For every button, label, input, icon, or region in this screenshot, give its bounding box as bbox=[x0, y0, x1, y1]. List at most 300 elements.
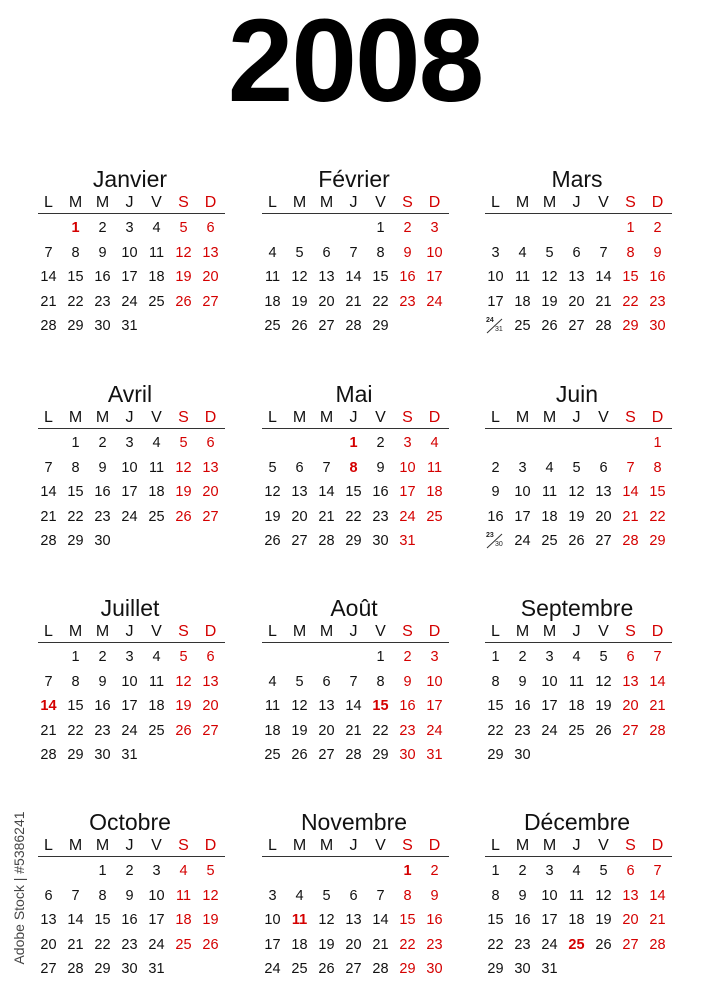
day-number: 9 bbox=[98, 673, 107, 690]
day-number: 26 bbox=[318, 961, 335, 977]
day-number: 18 bbox=[426, 484, 443, 500]
day-number: 11 bbox=[568, 887, 585, 904]
day-number: 18 bbox=[175, 912, 192, 928]
day-grid bbox=[35, 434, 225, 554]
weekday-label: S bbox=[178, 194, 189, 211]
day-number: 18 bbox=[148, 484, 165, 500]
day-number: 14 bbox=[649, 887, 666, 904]
weekday-label: S bbox=[625, 409, 636, 426]
day-number: 23 bbox=[399, 722, 416, 739]
day-number: 6 bbox=[626, 649, 635, 665]
day-number: 9 bbox=[376, 459, 385, 476]
day-number: 20 bbox=[622, 698, 639, 714]
day-number: 4 bbox=[268, 244, 277, 261]
day-number: 4 bbox=[572, 649, 581, 665]
weekday-label: L bbox=[44, 194, 53, 211]
day-number: 2 bbox=[98, 220, 107, 236]
day-number: 17 bbox=[426, 269, 443, 285]
year-title: 2008 bbox=[227, 0, 483, 127]
day-number: 21 bbox=[372, 936, 389, 953]
day-number: 17 bbox=[514, 508, 531, 525]
day-number: 18 bbox=[264, 293, 281, 310]
day-number: 12 bbox=[175, 244, 192, 261]
weekday-label: M bbox=[515, 837, 530, 854]
day-number: 15 bbox=[94, 912, 111, 928]
weekday-label: J bbox=[572, 837, 581, 854]
day-number: 25 bbox=[148, 293, 165, 310]
weekday-label: S bbox=[178, 837, 189, 854]
day-number: 20 bbox=[345, 936, 362, 953]
day-number: 19 bbox=[318, 936, 335, 953]
day-number: 28 bbox=[649, 722, 666, 739]
day-number: 16 bbox=[94, 484, 111, 500]
day-number: 16 bbox=[399, 698, 416, 714]
day-number: 16 bbox=[94, 269, 111, 285]
day-number: 14 bbox=[318, 484, 335, 500]
weekday-label: J bbox=[349, 837, 358, 854]
day-number: 24 bbox=[541, 936, 558, 953]
weekday-label: V bbox=[375, 623, 386, 640]
day-number: 21 bbox=[345, 293, 362, 310]
day-number: 28 bbox=[595, 318, 612, 334]
month-block bbox=[482, 165, 672, 339]
day-number: 20 bbox=[595, 508, 612, 525]
weekday-label: V bbox=[151, 194, 162, 211]
day-number: 22 bbox=[372, 293, 389, 310]
day-number: 11 bbox=[148, 459, 165, 476]
day-number: 2 bbox=[403, 649, 412, 665]
weekday-label: L bbox=[491, 623, 500, 640]
month-block bbox=[482, 594, 672, 768]
day-number: 7 bbox=[376, 887, 385, 904]
day-number: 16 bbox=[372, 484, 389, 500]
day-number: 11 bbox=[264, 698, 281, 714]
day-number: 27 bbox=[291, 533, 308, 549]
day-number: 17 bbox=[121, 269, 138, 285]
weekday-label: M bbox=[95, 409, 110, 426]
day-number: 19 bbox=[568, 508, 585, 525]
day-number: 29 bbox=[94, 961, 111, 977]
weekday-label: M bbox=[319, 623, 334, 640]
day-number: 15 bbox=[399, 912, 416, 928]
day-number: 9 bbox=[403, 673, 412, 690]
day-number: 26 bbox=[595, 722, 612, 739]
day-number: 25 bbox=[175, 936, 192, 953]
holiday-day: 25 bbox=[568, 936, 585, 953]
day-number: 31 bbox=[121, 747, 138, 763]
day-number: 13 bbox=[202, 459, 219, 476]
day-number: 26 bbox=[595, 936, 612, 953]
weekday-label: D bbox=[204, 623, 217, 640]
day-grid bbox=[35, 648, 225, 768]
day-number: 20 bbox=[622, 912, 639, 928]
day-number: 28 bbox=[40, 533, 57, 549]
day-number: 15 bbox=[622, 269, 639, 285]
weekday-label: M bbox=[95, 194, 110, 211]
split-day-cell bbox=[482, 317, 509, 335]
split-day-bottom: 30 bbox=[495, 541, 503, 548]
day-number: 6 bbox=[206, 435, 215, 451]
month-block bbox=[35, 594, 225, 768]
weekday-label: M bbox=[319, 837, 334, 854]
day-grid bbox=[259, 219, 449, 339]
day-number: 21 bbox=[40, 508, 57, 525]
day-number: 3 bbox=[125, 649, 134, 665]
day-number: 9 bbox=[403, 244, 412, 261]
day-number: 30 bbox=[399, 747, 416, 763]
day-number: 23 bbox=[514, 936, 531, 953]
day-number: 30 bbox=[94, 318, 111, 334]
day-number: 26 bbox=[291, 747, 308, 763]
weekday-label: S bbox=[178, 623, 189, 640]
month-name: Janvier bbox=[92, 166, 168, 192]
day-number: 1 bbox=[491, 649, 500, 665]
day-number: 28 bbox=[318, 533, 335, 549]
day-number: 8 bbox=[71, 244, 80, 261]
day-number: 3 bbox=[152, 863, 161, 879]
day-number: 16 bbox=[514, 912, 531, 928]
day-number: 2 bbox=[430, 863, 439, 879]
day-number: 7 bbox=[599, 244, 608, 261]
day-number: 27 bbox=[202, 508, 219, 525]
month-name: Juin bbox=[555, 381, 599, 407]
weekday-label: V bbox=[151, 409, 162, 426]
weekday-label: M bbox=[319, 194, 334, 211]
day-number: 22 bbox=[345, 508, 362, 525]
day-number: 28 bbox=[40, 747, 57, 763]
day-number: 4 bbox=[295, 887, 304, 904]
day-number: 22 bbox=[487, 722, 504, 739]
day-number: 14 bbox=[67, 912, 84, 928]
day-number: 20 bbox=[318, 722, 335, 739]
day-number: 24 bbox=[148, 936, 165, 953]
day-number: 14 bbox=[40, 269, 57, 285]
weekday-label: M bbox=[292, 409, 307, 426]
day-number: 7 bbox=[626, 459, 635, 476]
header-rule bbox=[38, 856, 225, 857]
holiday-day: 1 bbox=[403, 863, 412, 879]
day-number: 12 bbox=[595, 887, 612, 904]
weekday-label: J bbox=[125, 837, 134, 854]
day-number: 4 bbox=[518, 244, 527, 261]
day-number: 14 bbox=[345, 698, 362, 714]
weekday-header bbox=[35, 193, 225, 219]
day-grid bbox=[482, 648, 672, 768]
weekday-label: J bbox=[125, 623, 134, 640]
weekday-label: D bbox=[428, 623, 441, 640]
day-number: 31 bbox=[148, 961, 165, 977]
day-number: 19 bbox=[291, 722, 308, 739]
weekday-label: S bbox=[178, 409, 189, 426]
day-number: 29 bbox=[649, 533, 666, 549]
split-day-cell bbox=[482, 532, 509, 550]
day-number: 25 bbox=[291, 961, 308, 977]
day-number: 14 bbox=[40, 484, 57, 500]
day-number: 17 bbox=[148, 912, 165, 928]
day-number: 17 bbox=[264, 936, 281, 953]
day-number: 10 bbox=[487, 269, 504, 285]
weekday-header bbox=[259, 408, 449, 434]
weekday-label: M bbox=[95, 623, 110, 640]
day-number: 23 bbox=[94, 293, 111, 310]
day-number: 5 bbox=[599, 649, 608, 665]
day-number: 26 bbox=[264, 533, 281, 549]
weekday-label: D bbox=[428, 409, 441, 426]
day-number: 27 bbox=[622, 722, 639, 739]
day-number: 25 bbox=[514, 318, 531, 334]
weekday-label: S bbox=[402, 623, 413, 640]
weekday-label: L bbox=[268, 409, 277, 426]
day-number: 28 bbox=[372, 961, 389, 977]
day-number: 9 bbox=[125, 887, 134, 904]
day-number: 20 bbox=[318, 293, 335, 310]
day-number: 17 bbox=[426, 698, 443, 714]
day-number: 20 bbox=[202, 698, 219, 714]
weekday-label: D bbox=[651, 409, 664, 426]
day-number: 10 bbox=[121, 673, 138, 690]
month-name: Octobre bbox=[89, 809, 171, 835]
day-number: 18 bbox=[291, 936, 308, 953]
day-number: 17 bbox=[121, 698, 138, 714]
day-number: 30 bbox=[94, 533, 111, 549]
weekday-label: L bbox=[268, 194, 277, 211]
weekday-label: L bbox=[268, 623, 277, 640]
day-number: 15 bbox=[67, 698, 84, 714]
day-number: 22 bbox=[372, 722, 389, 739]
day-number: 6 bbox=[44, 887, 53, 904]
day-grid bbox=[35, 862, 225, 982]
weekday-label: V bbox=[375, 409, 386, 426]
day-number: 26 bbox=[568, 533, 585, 549]
day-number: 21 bbox=[40, 722, 57, 739]
day-number: 1 bbox=[653, 435, 662, 451]
weekday-label: S bbox=[402, 409, 413, 426]
day-grid bbox=[482, 862, 672, 982]
weekday-label: M bbox=[515, 623, 530, 640]
day-number: 25 bbox=[264, 318, 281, 334]
weekday-label: V bbox=[598, 623, 609, 640]
weekday-header bbox=[259, 193, 449, 219]
day-number: 20 bbox=[40, 936, 57, 953]
holiday-day: 14 bbox=[40, 698, 57, 714]
day-number: 10 bbox=[426, 244, 443, 261]
day-number: 16 bbox=[487, 508, 504, 525]
day-number: 31 bbox=[121, 318, 138, 334]
weekday-label: M bbox=[542, 409, 557, 426]
weekday-label: M bbox=[292, 623, 307, 640]
day-number: 25 bbox=[541, 533, 558, 549]
month-block bbox=[259, 380, 449, 554]
day-number: 15 bbox=[487, 698, 504, 714]
header-rule bbox=[38, 213, 225, 214]
day-number: 5 bbox=[206, 863, 215, 879]
weekday-label: J bbox=[572, 623, 581, 640]
day-number: 30 bbox=[514, 747, 531, 763]
day-number: 18 bbox=[148, 269, 165, 285]
split-day-top: 24 bbox=[486, 317, 494, 324]
day-number: 11 bbox=[514, 269, 531, 285]
day-number: 5 bbox=[179, 649, 188, 665]
day-number: 7 bbox=[322, 459, 331, 476]
day-number: 10 bbox=[121, 459, 138, 476]
day-number: 8 bbox=[403, 887, 412, 904]
day-grid bbox=[35, 219, 225, 339]
day-number: 6 bbox=[295, 459, 304, 476]
day-number: 3 bbox=[125, 435, 134, 451]
day-number: 12 bbox=[595, 673, 612, 690]
day-number: 29 bbox=[399, 961, 416, 977]
month-block bbox=[259, 594, 449, 768]
weekday-label: V bbox=[151, 623, 162, 640]
weekday-label: M bbox=[68, 623, 83, 640]
day-number: 17 bbox=[399, 484, 416, 500]
day-number: 26 bbox=[175, 508, 192, 525]
weekday-label: L bbox=[491, 194, 500, 211]
weekday-label: M bbox=[292, 194, 307, 211]
day-number: 22 bbox=[399, 936, 416, 953]
weekday-label: L bbox=[44, 837, 53, 854]
month-name: Mars bbox=[551, 166, 603, 192]
day-number: 13 bbox=[595, 484, 612, 500]
day-number: 3 bbox=[268, 887, 277, 904]
day-number: 2 bbox=[98, 435, 107, 451]
weekday-label: J bbox=[349, 623, 358, 640]
day-number: 26 bbox=[541, 318, 558, 334]
day-number: 3 bbox=[430, 220, 439, 236]
day-number: 31 bbox=[399, 533, 416, 549]
day-number: 12 bbox=[318, 912, 335, 928]
day-number: 29 bbox=[487, 961, 504, 977]
day-number: 24 bbox=[426, 293, 443, 310]
day-number: 22 bbox=[94, 936, 111, 953]
day-number: 14 bbox=[345, 269, 362, 285]
weekday-header bbox=[482, 622, 672, 648]
month-name: Avril bbox=[107, 381, 153, 407]
day-number: 26 bbox=[291, 318, 308, 334]
weekday-label: V bbox=[598, 409, 609, 426]
weekday-label: M bbox=[542, 623, 557, 640]
day-number: 13 bbox=[318, 269, 335, 285]
day-number: 9 bbox=[653, 244, 662, 261]
day-number: 21 bbox=[622, 508, 639, 525]
day-number: 21 bbox=[67, 936, 84, 953]
day-number: 9 bbox=[98, 459, 107, 476]
day-number: 11 bbox=[568, 673, 585, 690]
weekday-label: J bbox=[125, 409, 134, 426]
day-number: 12 bbox=[568, 484, 585, 500]
day-number: 4 bbox=[152, 435, 161, 451]
day-number: 22 bbox=[67, 508, 84, 525]
day-number: 13 bbox=[291, 484, 308, 500]
day-number: 7 bbox=[653, 863, 662, 879]
day-number: 12 bbox=[175, 459, 192, 476]
day-number: 23 bbox=[399, 293, 416, 310]
day-number: 6 bbox=[322, 244, 331, 261]
split-day-top: 23 bbox=[486, 532, 494, 539]
header-rule bbox=[485, 856, 672, 857]
day-number: 8 bbox=[491, 673, 500, 690]
day-number: 30 bbox=[426, 961, 443, 977]
day-number: 28 bbox=[40, 318, 57, 334]
day-number: 1 bbox=[71, 649, 80, 665]
day-number: 30 bbox=[372, 533, 389, 549]
day-number: 3 bbox=[545, 649, 554, 665]
day-number: 1 bbox=[491, 863, 500, 879]
day-number: 27 bbox=[345, 961, 362, 977]
weekday-label: M bbox=[542, 194, 557, 211]
day-number: 25 bbox=[568, 722, 585, 739]
day-number: 13 bbox=[40, 912, 57, 928]
day-number: 28 bbox=[622, 533, 639, 549]
month-block bbox=[35, 380, 225, 554]
day-number: 15 bbox=[372, 269, 389, 285]
day-number: 1 bbox=[376, 649, 385, 665]
weekday-header bbox=[482, 836, 672, 862]
weekday-label: S bbox=[625, 623, 636, 640]
day-number: 6 bbox=[206, 220, 215, 236]
day-number: 1 bbox=[98, 863, 107, 879]
day-number: 31 bbox=[426, 747, 443, 763]
day-number: 17 bbox=[121, 484, 138, 500]
header-rule bbox=[485, 213, 672, 214]
day-number: 9 bbox=[430, 887, 439, 904]
day-number: 16 bbox=[426, 912, 443, 928]
month-name: Septembre bbox=[520, 595, 634, 621]
weekday-label: M bbox=[68, 837, 83, 854]
day-number: 11 bbox=[175, 887, 192, 904]
day-number: 20 bbox=[568, 293, 585, 310]
day-number: 13 bbox=[568, 269, 585, 285]
day-number: 3 bbox=[403, 435, 412, 451]
day-number: 15 bbox=[649, 484, 666, 500]
weekday-label: L bbox=[44, 623, 53, 640]
day-number: 17 bbox=[541, 698, 558, 714]
day-grid bbox=[259, 648, 449, 768]
day-number: 26 bbox=[175, 722, 192, 739]
weekday-label: L bbox=[491, 837, 500, 854]
day-number: 9 bbox=[518, 887, 527, 904]
day-number: 13 bbox=[318, 698, 335, 714]
day-number: 23 bbox=[514, 722, 531, 739]
day-number: 4 bbox=[545, 459, 554, 476]
weekday-label: J bbox=[125, 194, 134, 211]
day-number: 13 bbox=[345, 912, 362, 928]
day-grid bbox=[259, 434, 449, 554]
weekday-label: J bbox=[572, 409, 581, 426]
day-number: 25 bbox=[148, 508, 165, 525]
weekday-label: M bbox=[68, 409, 83, 426]
day-number: 10 bbox=[426, 673, 443, 690]
day-number: 31 bbox=[541, 961, 558, 977]
day-number: 10 bbox=[121, 244, 138, 261]
weekday-label: V bbox=[151, 837, 162, 854]
weekday-label: M bbox=[542, 837, 557, 854]
day-number: 19 bbox=[175, 698, 192, 714]
day-number: 16 bbox=[399, 269, 416, 285]
day-number: 5 bbox=[322, 887, 331, 904]
weekday-label: M bbox=[319, 409, 334, 426]
holiday-day: 1 bbox=[71, 220, 80, 236]
day-number: 6 bbox=[322, 673, 331, 690]
day-number: 5 bbox=[295, 244, 304, 261]
day-number: 3 bbox=[125, 220, 134, 236]
day-number: 7 bbox=[71, 887, 80, 904]
day-number: 22 bbox=[67, 722, 84, 739]
day-number: 24 bbox=[514, 533, 531, 549]
day-number: 7 bbox=[349, 244, 358, 261]
day-number: 1 bbox=[376, 220, 385, 236]
month-name: Décembre bbox=[523, 809, 631, 835]
